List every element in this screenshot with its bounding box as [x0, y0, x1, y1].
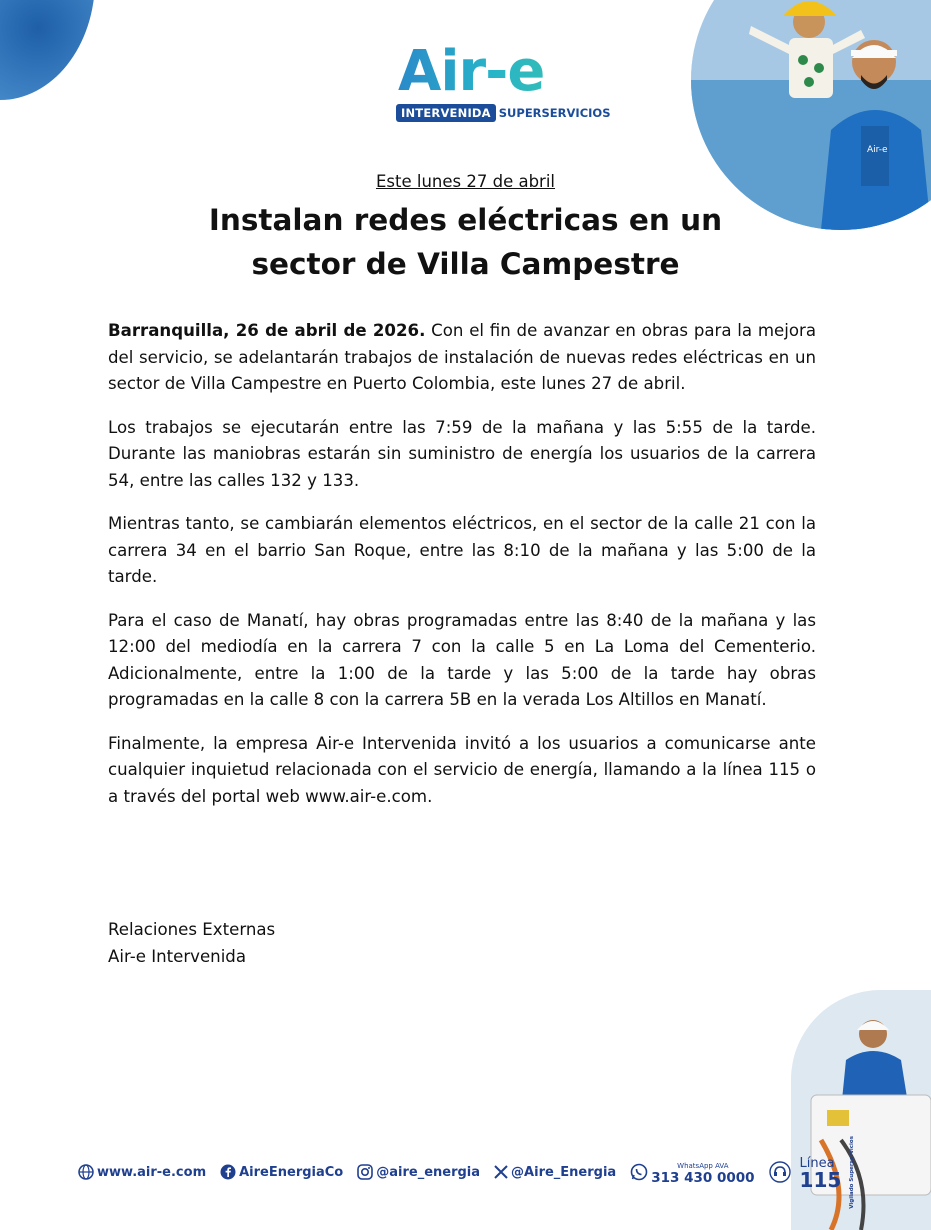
x-icon [494, 1165, 508, 1179]
whatsapp-block [651, 1160, 754, 1184]
footer-website[interactable] [78, 1164, 206, 1180]
instagram-icon [357, 1164, 373, 1180]
signature-block [108, 916, 275, 970]
worker-illustration [691, 0, 931, 230]
footer-whatsapp[interactable] [630, 1160, 754, 1184]
signature-company: Air-e Intervenida [108, 947, 246, 966]
article-kicker: Este lunes 27 de abril [375, 172, 556, 191]
footer-line[interactable] [769, 1136, 856, 1209]
paragraph-5: Finalmente, la empresa Air-e Intervenida invitó a los usuarios a comunicarse ante cualquier inquietud relacionada con el servicio de energía, llamando a la línea 115 o a través del portal web www.air-e.com. [108, 733, 816, 806]
corner-decoration-top-left [0, 0, 95, 100]
signature-department: Relaciones Externas [108, 920, 276, 939]
headline-line-1: Instalan redes eléctricas en un [208, 203, 723, 237]
facebook-icon [220, 1164, 236, 1180]
footer-x[interactable] [494, 1165, 616, 1180]
footer-facebook-text: AireEnergiaCo [239, 1164, 344, 1180]
paragraph-1 [108, 318, 816, 398]
svg-text:Air-e: Air-e [867, 145, 888, 155]
line-label: Línea [799, 1156, 835, 1171]
air-e-logo [396, 39, 611, 122]
logo-wordmark: Air-e [398, 42, 604, 102]
footer-facebook[interactable] [220, 1164, 343, 1180]
logo-superservicios: SUPERSERVICIOS [498, 106, 611, 120]
header-photo-workers [691, 0, 931, 230]
whatsapp-number: 313 430 0000 [651, 1170, 755, 1186]
dateline: Barranquilla, 26 de abril de 2026. [108, 321, 426, 340]
paragraph-2: Los trabajos se ejecutarán entre las 7:59 de la mañana y las 5:55 de la tarde. Durante las maniobras estarán sin suministro de energía los usuarios de la carrera 54, entre las calles 132 y 133. [108, 417, 816, 490]
line-number: 115 [799, 1168, 842, 1192]
article-headline [150, 198, 781, 286]
footer-instagram-text: @aire_energia [376, 1164, 481, 1180]
footer-x-text: @Aire_Energia [511, 1164, 617, 1180]
logo-badge-intervenida: INTERVENIDA [396, 104, 496, 122]
globe-icon [78, 1164, 94, 1180]
paragraph-3: Mientras tanto, se cambiarán elementos eléctricos, en el sector de la calle 21 con la carrera 34 en el barrio San Roque, entre las 8:10 de la mañana y las 5:00 de la tarde. [108, 514, 816, 586]
headline-line-2: sector de Villa Campestre [251, 247, 680, 281]
footer-instagram[interactable] [357, 1164, 480, 1180]
paragraph-4: Para el caso de Manatí, hay obras programadas entre las 8:40 de la mañana y las 12:00 del mediodía en la carrera 7 con la calle 5 en La Loma del Cementerio. Adicionalmente, entre la 1:00 de la tarde y las 5:00 de la tarde hay obras programadas en la calle 8 con la carrera 5B en la verada Los Altillos en Manatí. [108, 610, 816, 709]
headset-icon [769, 1161, 791, 1183]
logo-subtitle [396, 104, 611, 122]
vigilado-mark: Vigilado Superservicios [849, 1135, 856, 1209]
whatsapp-icon [630, 1163, 648, 1181]
contact-footer [78, 1135, 869, 1209]
footer-website-text: www.air-e.com [97, 1164, 207, 1180]
line-block [799, 1156, 842, 1192]
paragraph-1-text: Con el fin de avanzar en obras para la mejora del servicio, se adelantarán trabajos de instalación de nuevas redes eléctricas en un sector de Villa Campestre en Puerto Colombia, este lunes 27 de abril. [108, 321, 816, 393]
whatsapp-label: WhatsApp AVA [677, 1162, 729, 1170]
article-body [108, 318, 816, 827]
